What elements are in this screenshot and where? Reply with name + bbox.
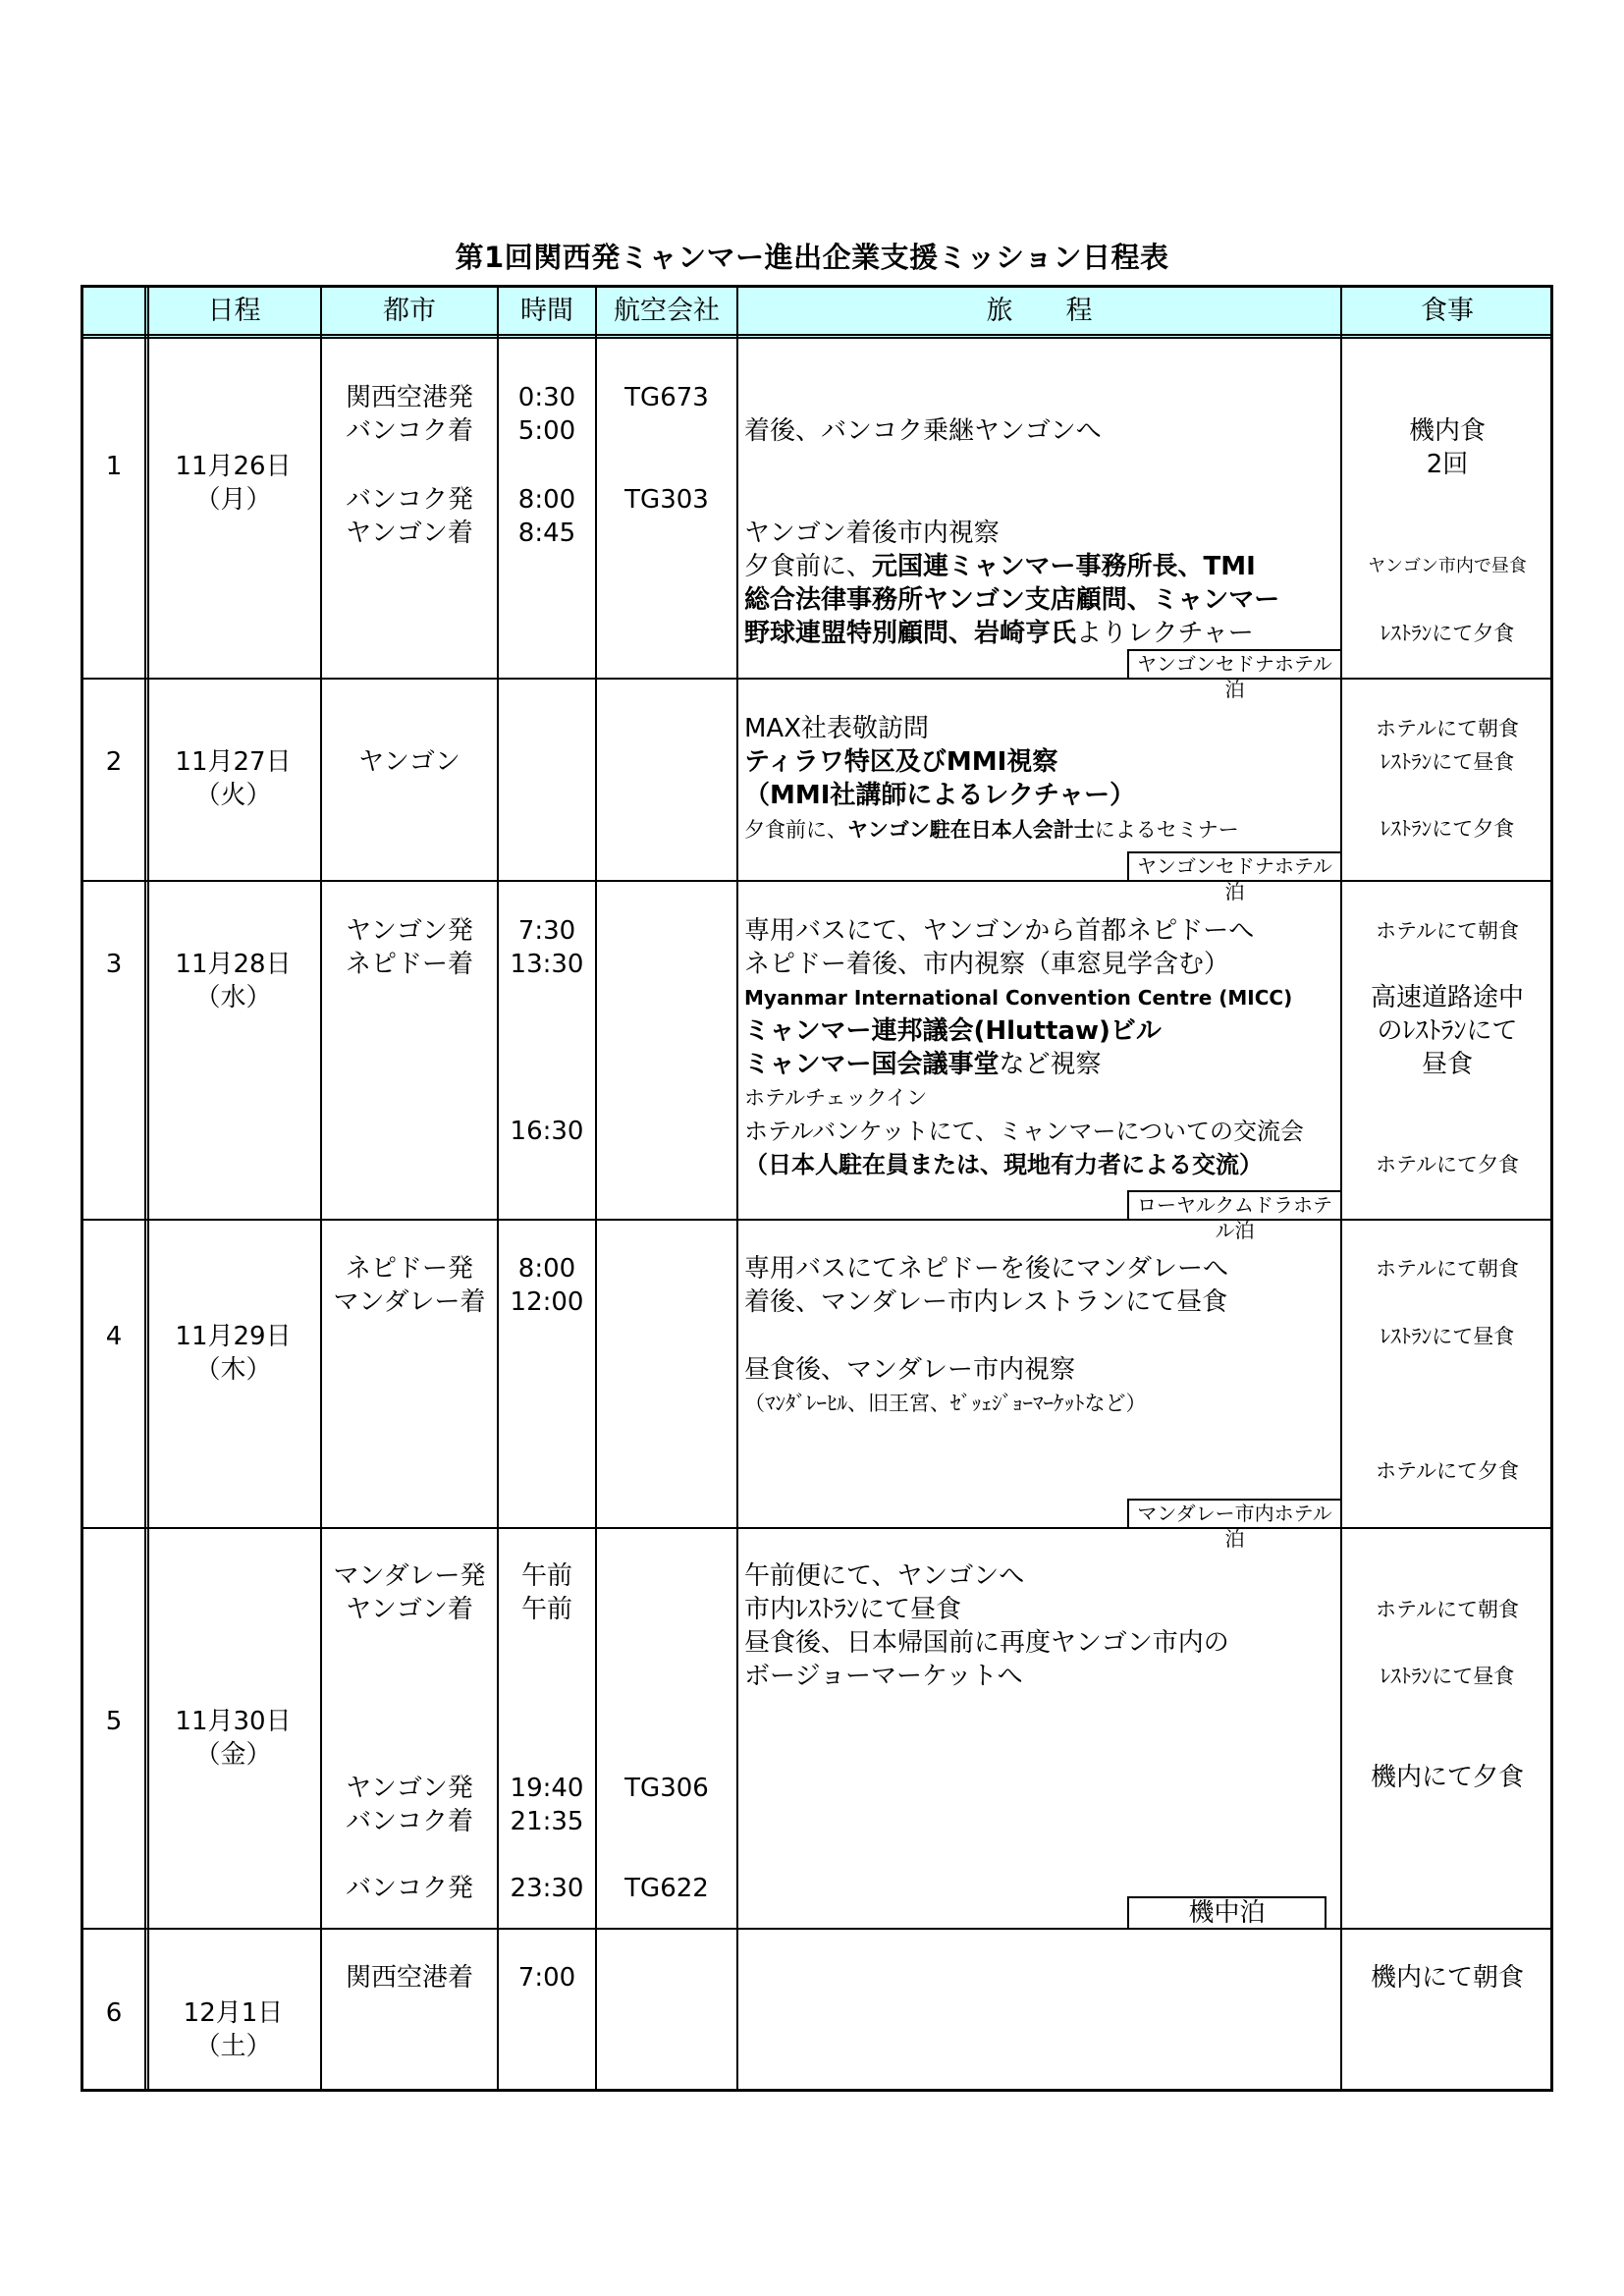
row-number: 6	[105, 1998, 123, 2028]
itinerary-line: ボージョーマーケットへ	[744, 1662, 1023, 1691]
meal-label: のﾚｽﾄﾗﾝにて	[1377, 1016, 1518, 1046]
row-date: 11月29日	[175, 1322, 292, 1351]
row-date: 12月1日	[183, 1998, 284, 2028]
city-label: 関西空港発	[345, 383, 473, 412]
row-weekday: （金）	[194, 1740, 272, 1770]
row-number: 3	[105, 950, 123, 979]
row-weekday: （木）	[194, 1355, 272, 1385]
time-label: 12:00	[510, 1287, 584, 1317]
time-label: 7:00	[517, 1963, 576, 1993]
city-label: ヤンゴン着	[346, 1595, 473, 1624]
itinerary-line: （日本人駐在員または、現地有力者による交流）	[744, 1151, 1263, 1178]
header-time: 時間	[520, 296, 573, 326]
row-number: 2	[105, 747, 123, 777]
itinerary-line: ネピドー着後、市内視察（車窓見学含む）	[744, 950, 1230, 979]
hotel-note: ローヤルクムドラホテル泊	[1127, 1190, 1340, 1219]
meal-label: ホテルにて朝食	[1376, 717, 1519, 740]
header-meal: 食事	[1421, 296, 1474, 326]
city-label: ヤンゴン	[358, 747, 460, 777]
row-weekday: （火）	[194, 781, 272, 810]
itinerary-line: 着後、マンダレー市内レストランにて昼食	[744, 1287, 1228, 1317]
itinerary-line	[744, 550, 1256, 583]
row-number: 4	[105, 1322, 123, 1351]
meal-label: ホテルにて夕食	[1376, 1153, 1519, 1176]
row-date: 11月30日	[175, 1707, 292, 1736]
itinerary-line: ホテルチェックイン	[744, 1086, 928, 1110]
itinerary-line: 市内ﾚｽﾄﾗﾝにて昼食	[744, 1595, 962, 1624]
itinerary-line: 専用バスにてネピドーを後にマンダレーへ	[744, 1254, 1228, 1284]
itinerary-line: 着後、バンコク乗継ヤンゴンへ	[744, 416, 1102, 446]
time-label: 21:35	[510, 1807, 584, 1836]
time-label: 23:30	[510, 1874, 584, 1903]
itinerary-text: 夕食前に、	[744, 818, 847, 842]
row-weekday: （月）	[194, 485, 272, 515]
hotel-note: マンダレー市内ホテル泊	[1127, 1499, 1340, 1527]
row-number: 1	[105, 452, 123, 481]
itinerary-text: よりレクチャー	[1076, 619, 1254, 648]
row-weekday: （水）	[194, 983, 272, 1012]
city-label: ネピドー発	[345, 1254, 473, 1284]
column-divider	[595, 288, 597, 2089]
time-label: 13:30	[510, 950, 584, 979]
header-itinerary: 旅 程	[986, 296, 1093, 326]
meal-label: 昼食	[1421, 1050, 1473, 1079]
meal-label: ﾚｽﾄﾗﾝにて昼食	[1380, 1325, 1515, 1348]
time-label: 8:00	[517, 1254, 576, 1284]
row-date: 11月28日	[175, 950, 292, 979]
meal-label: 機内食	[1408, 416, 1486, 446]
row-divider	[83, 1219, 1550, 1221]
meal-label: ﾚｽﾄﾗﾝにて昼食	[1380, 1665, 1515, 1688]
meal-label: ホテルにて朝食	[1376, 1598, 1519, 1621]
city-label: ヤンゴン発	[346, 1774, 473, 1803]
meal-label: ヤンゴン市内で昼食	[1368, 556, 1527, 576]
city-label: バンコク着	[345, 416, 473, 446]
column-divider	[1340, 288, 1342, 2089]
flight-number: TG673	[624, 383, 709, 412]
column-divider	[736, 288, 738, 2089]
time-label: 8:00	[517, 485, 576, 515]
city-label: バンコク着	[345, 1807, 473, 1836]
itinerary-line: Myanmar International Convention Centre (MICC)	[744, 986, 1293, 1010]
meal-label: 2回	[1426, 450, 1469, 479]
row-divider	[83, 1527, 1550, 1529]
itinerary-text: 夕食前に、	[744, 552, 873, 581]
itinerary-text-bold: ヤンゴン駐在日本人会計士	[847, 818, 1095, 842]
row-number: 5	[105, 1707, 123, 1736]
page-title: 第1回関西発ミャンマー進出企業支援ミッション日程表	[455, 241, 1169, 274]
row-date: 11月26日	[175, 452, 292, 481]
city-label: バンコク発	[345, 1874, 473, 1903]
flight-number: TG303	[624, 485, 709, 515]
time-label: 8:45	[517, 519, 576, 548]
flight-number: TG622	[624, 1874, 709, 1903]
time-label: 19:40	[510, 1774, 584, 1803]
meal-label: ﾚｽﾄﾗﾝにて夕食	[1380, 817, 1515, 841]
itinerary-line: ミャンマー連邦議会(Hluttaw)ビル	[744, 1016, 1162, 1046]
itinerary-text: によるセミナー	[1094, 818, 1239, 842]
time-label: 0:30	[517, 383, 576, 412]
itinerary-line: 総合法律事務所ヤンゴン支店顧問、ミャンマー	[744, 585, 1280, 615]
itinerary-line	[744, 1048, 1102, 1081]
time-label: 午前	[520, 1595, 572, 1624]
itinerary-text-bold: ミャンマー国会議事堂	[744, 1050, 1000, 1079]
itinerary-line: MAX社表敬訪問	[744, 714, 930, 743]
itinerary-line: 専用バスにて、ヤンゴンから首都ネピドーへ	[744, 916, 1255, 946]
row-date: 11月27日	[175, 747, 292, 777]
meal-label: 高速道路途中	[1370, 983, 1524, 1012]
city-label: ネピドー着	[345, 950, 473, 979]
meal-label: 機内にて夕食	[1370, 1763, 1524, 1792]
header-date: 日程	[207, 296, 261, 326]
itinerary-line: ヤンゴン着後市内視察	[744, 519, 1000, 548]
row-divider	[83, 1928, 1550, 1930]
itinerary-text-bold: 元国連ミャンマー事務所長、TMI	[872, 552, 1256, 581]
meal-label: ホテルにて夕食	[1376, 1459, 1519, 1483]
row-weekday: （土）	[194, 2032, 272, 2061]
itinerary-text-bold: 野球連盟特別顧問、岩崎亨氏	[744, 619, 1077, 648]
hotel-note: ヤンゴンセドナホテル泊	[1127, 649, 1340, 678]
meal-label: ホテルにて朝食	[1376, 1257, 1519, 1281]
itinerary-line: ホテルバンケットにて、ミャンマーについての交流会	[744, 1118, 1304, 1145]
itinerary-line	[744, 617, 1254, 650]
flight-number: TG306	[624, 1774, 709, 1803]
column-divider	[144, 288, 149, 2089]
itinerary-line: 昼食後、マンダレー市内視察	[744, 1355, 1075, 1385]
meal-label: 機内にて朝食	[1370, 1963, 1524, 1993]
city-label: ヤンゴン発	[346, 916, 473, 946]
meal-label: ﾚｽﾄﾗﾝにて昼食	[1380, 750, 1515, 774]
time-label: 5:00	[517, 416, 576, 446]
itinerary-line: 午前便にて、ヤンゴンへ	[744, 1561, 1025, 1591]
row-divider	[83, 880, 1550, 882]
city-label: バンコク発	[345, 485, 473, 515]
schedule-table	[81, 285, 1553, 2092]
time-label: 午前	[520, 1561, 572, 1591]
row-divider	[83, 678, 1550, 680]
itinerary-line: （ﾏﾝﾀﾞﾚｰﾋﾙ、旧王宮、ｾﾞｯｪｼﾞｮｰﾏｰｹｯﾄなど）	[744, 1392, 1147, 1415]
header-city: 都市	[383, 296, 436, 326]
meal-label: ホテルにて朝食	[1376, 919, 1519, 943]
itinerary-text: など視察	[999, 1050, 1102, 1079]
hotel-note: ヤンゴンセドナホテル泊	[1127, 851, 1340, 880]
itinerary-line	[744, 812, 1239, 847]
city-label: マンダレー発	[333, 1561, 486, 1591]
itinerary-line: （MMI社講師によるレクチャー）	[744, 781, 1136, 810]
city-label: ヤンゴン着	[346, 519, 473, 548]
time-label: 7:30	[517, 916, 576, 946]
meal-label: ﾚｽﾄﾗﾝにて夕食	[1380, 622, 1515, 645]
hotel-note: 機中泊	[1127, 1896, 1326, 1928]
itinerary-line: ティラワ特区及びMMI視察	[744, 747, 1058, 777]
city-label: マンダレー着	[333, 1287, 486, 1317]
header-airline: 航空会社	[614, 296, 720, 326]
city-label: 関西空港着	[345, 1963, 473, 1993]
itinerary-line: 昼食後、日本帰国前に再度ヤンゴン市内の	[744, 1628, 1229, 1658]
time-label: 16:30	[510, 1117, 584, 1146]
table-header	[83, 288, 1550, 339]
